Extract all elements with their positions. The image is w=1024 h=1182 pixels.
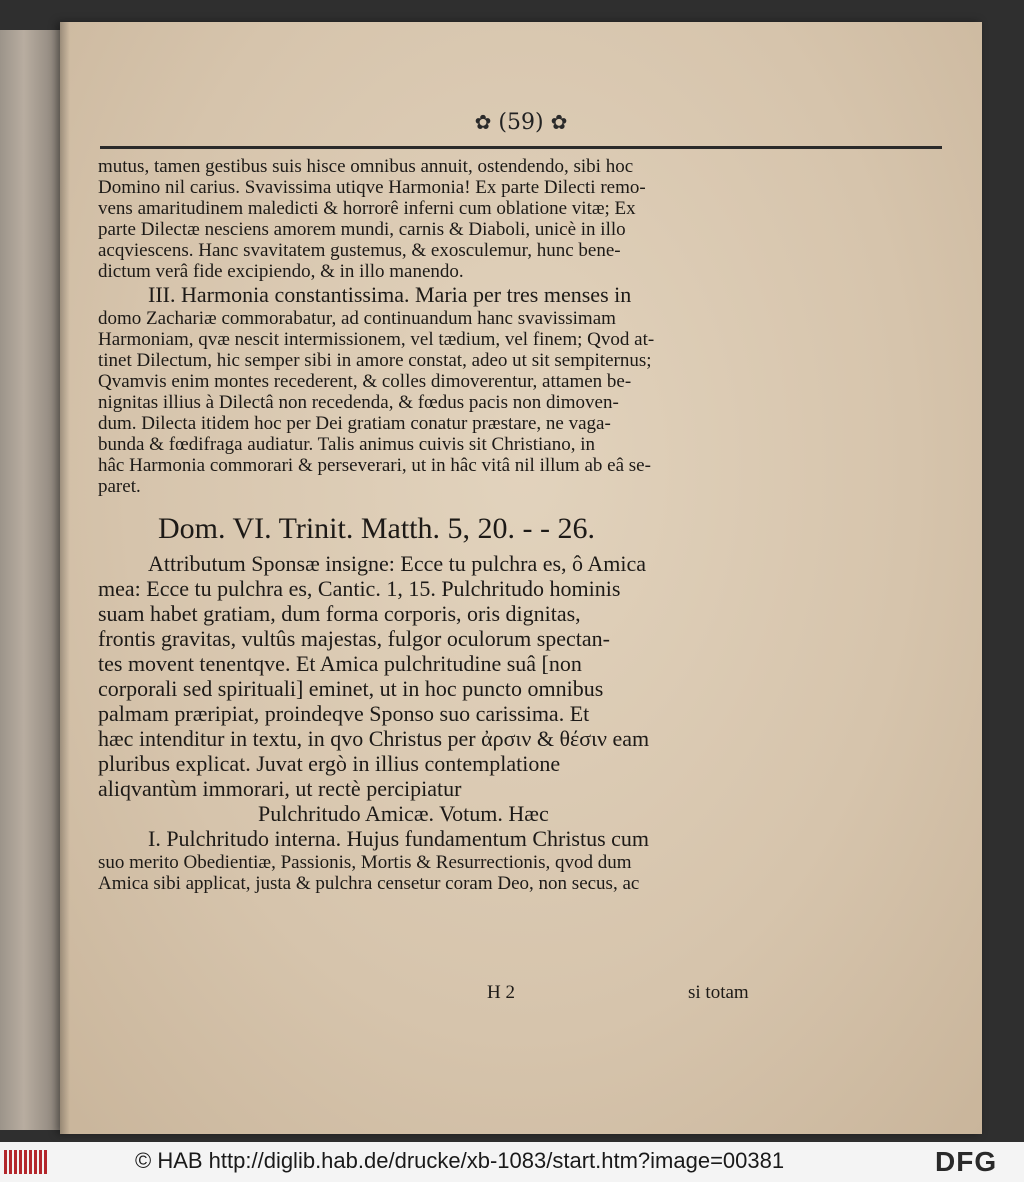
- text-line: palmam præripiat, proindeqve Sponso suo carissima. Et: [98, 701, 590, 726]
- page-text: [98, 156, 938, 894]
- text-line: tes movent tenentqve. Et Amica pulchritudine suâ [non: [98, 651, 582, 676]
- book-page: [60, 22, 982, 1134]
- text-line: dum. Dilecta itidem hoc per Dei gratiam conatur præstare, ne vaga-: [98, 413, 611, 434]
- text-line: parte Dilectæ nesciens amorem mundi, carnis & Diaboli, unicè in illo: [98, 219, 626, 240]
- text-line: acqviescens. Hanc svavitatem gustemus, & exosculemur, hunc bene-: [98, 240, 621, 261]
- page-footer: [98, 982, 938, 1008]
- page-number-text: (59): [498, 110, 544, 135]
- text-line: dictum verâ fide excipiendo, & in illo manendo.: [98, 261, 464, 282]
- ornament-right-icon: ✿: [550, 110, 568, 134]
- text-line: suo merito Obedientiæ, Passionis, Mortis & Resurrectionis, qvod dum: [98, 852, 632, 873]
- text-line: suam habet gratiam, dum forma corporis, oris dignitas,: [98, 601, 581, 626]
- text-line: frontis gravitas, vultûs majestas, fulgor oculorum spectan-: [98, 626, 610, 651]
- text-line: I. Pulchritudo interna. Hujus fundamentum Christus cum: [148, 826, 650, 851]
- text-line: paret.: [98, 476, 141, 497]
- catchword: si totam: [688, 982, 749, 1003]
- previous-page-edge: [0, 30, 60, 1130]
- dfg-logo: DFG: [935, 1146, 998, 1177]
- hab-logo-icon: [4, 1150, 48, 1174]
- page-gutter-shadow: [60, 22, 70, 1134]
- page-number: [100, 110, 942, 135]
- text-line: aliqvantùm immorari, ut rectè percipiatur: [98, 776, 462, 801]
- text-line: vens amaritudinem maledicti & horrorê inferni cum oblatione vitæ; Ex: [98, 198, 636, 219]
- text-line: hæc intenditur in textu, in qvo Christus per ἀρσιν & θέσιν eam: [98, 726, 650, 751]
- header-rule: [100, 146, 942, 149]
- text-line: tinet Dilectum, hic semper sibi in amore constat, adeo ut sit sempiternus;: [98, 350, 652, 371]
- text-line: bunda & fœdifraga audiatur. Talis animus cuivis sit Christiano, in: [98, 434, 595, 455]
- text-line: III. Harmonia constantissima. Maria per tres menses in: [148, 282, 632, 307]
- text-line: domo Zachariæ commorabatur, ad continuandum hanc svavissimam: [98, 308, 616, 329]
- text-line: Pulchritudo Amicæ. Votum. Hæc: [258, 801, 549, 826]
- text-line: Qvamvis enim montes recederent, & colles dimoverentur, attamen be-: [98, 371, 632, 392]
- text-line: pluribus explicat. Juvat ergò in illius contemplatione: [98, 751, 561, 776]
- text-line: hâc Harmonia commorari & perseverari, ut in hâc vitâ nil illum ab eâ se-: [98, 455, 651, 476]
- text-line: Dom. VI. Trinit. Matth. 5, 20. - - 26.: [158, 512, 595, 545]
- text-line: nignitas illius à Dilectâ non recedenda, & fœdus pacis non dimoven-: [98, 392, 619, 413]
- text-line: Domino nil carius. Svavissima utiqve Harmonia! Ex parte Dilecti remo-: [98, 177, 646, 198]
- text-line: mea: Ecce tu pulchra es, Cantic. 1, 15. Pulchritudo hominis: [98, 576, 621, 601]
- page-header: [100, 110, 942, 154]
- signature-mark: H 2: [487, 982, 515, 1003]
- citation-link[interactable]: © HAB http://diglib.hab.de/drucke/xb-1083/start.htm?image=00381: [135, 1148, 785, 1173]
- text-line: Attributum Sponsæ insigne: Ecce tu pulchra es, ô Amica: [148, 551, 646, 576]
- citation-bar: [0, 1142, 1024, 1182]
- text-line: mutus, tamen gestibus suis hisce omnibus annuit, ostendendo, sibi hoc: [98, 156, 634, 177]
- text-line: corporali sed spirituali] eminet, ut in hoc puncto omnibus: [98, 676, 604, 701]
- text-line: Harmoniam, qvæ nescit intermissionem, vel tædium, vel finem; Qvod at-: [98, 329, 655, 350]
- text-line: Amica sibi applicat, justa & pulchra censetur coram Deo, non secus, ac: [98, 873, 640, 894]
- ornament-left-icon: ✿: [474, 110, 492, 134]
